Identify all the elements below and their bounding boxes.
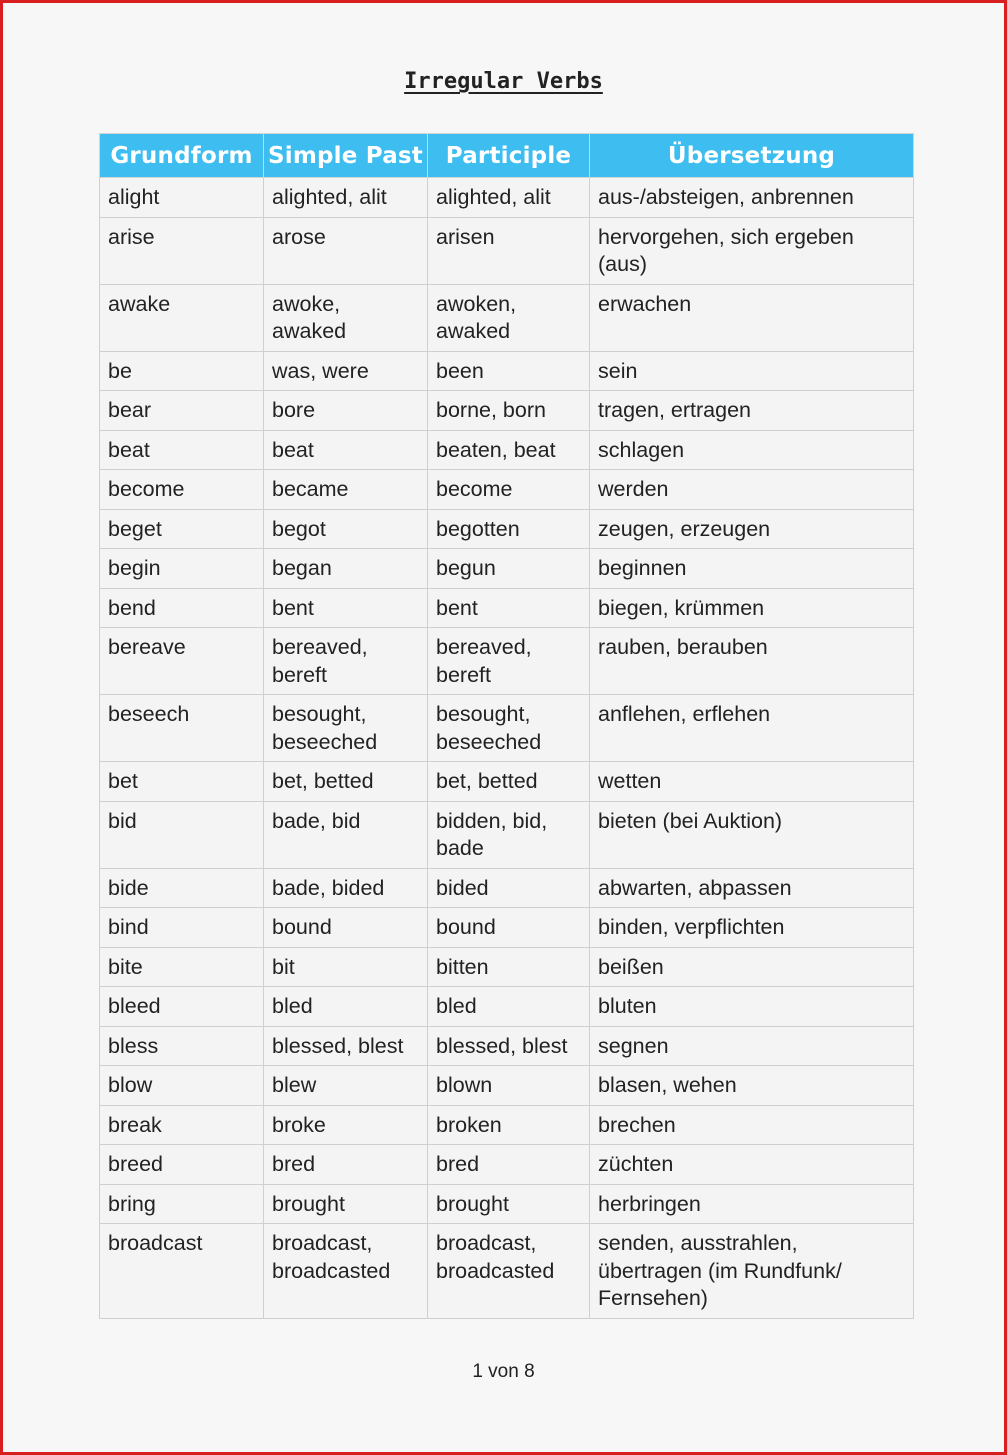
uebersetzung-cell: schlagen — [590, 430, 914, 470]
simple-past-cell: bereaved, bereft — [264, 628, 428, 695]
uebersetzung-cell: blasen, wehen — [590, 1066, 914, 1106]
simple-past-cell: besought, beseeched — [264, 695, 428, 762]
participle-cell: bent — [428, 588, 590, 628]
simple-past-cell: bound — [264, 908, 428, 948]
grundform-cell: blow — [100, 1066, 264, 1106]
table-row — [100, 430, 914, 470]
grundform-cell: beget — [100, 509, 264, 549]
simple-past-cell: bore — [264, 391, 428, 431]
participle-cell: blessed, blest — [428, 1026, 590, 1066]
grundform-cell: bide — [100, 868, 264, 908]
uebersetzung-cell: zeugen, erzeugen — [590, 509, 914, 549]
irregular-verbs-table — [99, 133, 914, 1319]
grundform-cell: bend — [100, 588, 264, 628]
grundform-cell: broadcast — [100, 1224, 264, 1319]
table-row — [100, 947, 914, 987]
table-row — [100, 1066, 914, 1106]
uebersetzung-cell: bieten (bei Auktion) — [590, 801, 914, 868]
table-row — [100, 351, 914, 391]
simple-past-cell: bred — [264, 1145, 428, 1185]
simple-past-cell: bet, betted — [264, 762, 428, 802]
table-row — [100, 762, 914, 802]
participle-cell: bitten — [428, 947, 590, 987]
uebersetzung-cell: wetten — [590, 762, 914, 802]
simple-past-cell: broadcast, broadcasted — [264, 1224, 428, 1319]
simple-past-cell: bade, bided — [264, 868, 428, 908]
simple-past-cell: blessed, blest — [264, 1026, 428, 1066]
grundform-cell: begin — [100, 549, 264, 589]
simple-past-cell: beat — [264, 430, 428, 470]
table-row — [100, 1026, 914, 1066]
participle-cell: bled — [428, 987, 590, 1027]
grundform-cell: break — [100, 1105, 264, 1145]
table-header-row — [100, 134, 914, 178]
participle-cell: been — [428, 351, 590, 391]
participle-cell: begotten — [428, 509, 590, 549]
simple-past-cell: bit — [264, 947, 428, 987]
participle-cell: borne, born — [428, 391, 590, 431]
grundform-cell: become — [100, 470, 264, 510]
table-row — [100, 628, 914, 695]
simple-past-cell: began — [264, 549, 428, 589]
grundform-cell: beat — [100, 430, 264, 470]
participle-cell: broadcast, broadcasted — [428, 1224, 590, 1319]
table-row — [100, 1184, 914, 1224]
participle-cell: blown — [428, 1066, 590, 1106]
participle-cell: bided — [428, 868, 590, 908]
participle-cell: begun — [428, 549, 590, 589]
column-header-participle: Participle — [428, 134, 590, 178]
grundform-cell: bring — [100, 1184, 264, 1224]
uebersetzung-cell: bluten — [590, 987, 914, 1027]
participle-cell: broken — [428, 1105, 590, 1145]
grundform-cell: bereave — [100, 628, 264, 695]
uebersetzung-cell: züchten — [590, 1145, 914, 1185]
table-body — [100, 178, 914, 1319]
grundform-cell: bet — [100, 762, 264, 802]
table-row — [100, 987, 914, 1027]
grundform-cell: alight — [100, 178, 264, 218]
uebersetzung-cell: binden, verpflichten — [590, 908, 914, 948]
table-row — [100, 1105, 914, 1145]
uebersetzung-cell: senden, ausstrahlen, übertragen (im Rundfunk/ Fernsehen) — [590, 1224, 914, 1319]
table-row — [100, 801, 914, 868]
grundform-cell: beseech — [100, 695, 264, 762]
column-header-simple-past: Simple Past — [264, 134, 428, 178]
table-row — [100, 695, 914, 762]
uebersetzung-cell: abwarten, abpassen — [590, 868, 914, 908]
table-row — [100, 588, 914, 628]
simple-past-cell: broke — [264, 1105, 428, 1145]
grundform-cell: bite — [100, 947, 264, 987]
page-number: 1 von 8 — [472, 1361, 535, 1382]
simple-past-cell: was, were — [264, 351, 428, 391]
simple-past-cell: arose — [264, 217, 428, 284]
table-row — [100, 391, 914, 431]
participle-cell: beaten, beat — [428, 430, 590, 470]
table-row — [100, 470, 914, 510]
grundform-cell: bless — [100, 1026, 264, 1066]
grundform-cell: bid — [100, 801, 264, 868]
grundform-cell: breed — [100, 1145, 264, 1185]
uebersetzung-cell: aus-/absteigen, anbrennen — [590, 178, 914, 218]
uebersetzung-cell: tragen, ertragen — [590, 391, 914, 431]
participle-cell: become — [428, 470, 590, 510]
uebersetzung-cell: segnen — [590, 1026, 914, 1066]
uebersetzung-cell: anflehen, erflehen — [590, 695, 914, 762]
participle-cell: bereaved, bereft — [428, 628, 590, 695]
participle-cell: bound — [428, 908, 590, 948]
uebersetzung-cell: brechen — [590, 1105, 914, 1145]
column-header-uebersetzung: Übersetzung — [590, 134, 914, 178]
participle-cell: alighted, alit — [428, 178, 590, 218]
column-header-grundform: Grundform — [100, 134, 264, 178]
simple-past-cell: bent — [264, 588, 428, 628]
uebersetzung-cell: erwachen — [590, 284, 914, 351]
participle-cell: bidden, bid, bade — [428, 801, 590, 868]
simple-past-cell: bled — [264, 987, 428, 1027]
grundform-cell: bind — [100, 908, 264, 948]
simple-past-cell: blew — [264, 1066, 428, 1106]
simple-past-cell: begot — [264, 509, 428, 549]
simple-past-cell: brought — [264, 1184, 428, 1224]
participle-cell: bet, betted — [428, 762, 590, 802]
uebersetzung-cell: biegen, krümmen — [590, 588, 914, 628]
table-row — [100, 1224, 914, 1319]
grundform-cell: arise — [100, 217, 264, 284]
grundform-cell: awake — [100, 284, 264, 351]
grundform-cell: be — [100, 351, 264, 391]
uebersetzung-cell: hervorgehen, sich ergeben (aus) — [590, 217, 914, 284]
table-row — [100, 509, 914, 549]
uebersetzung-cell: rauben, berauben — [590, 628, 914, 695]
simple-past-cell: awoke, awaked — [264, 284, 428, 351]
table-row — [100, 868, 914, 908]
uebersetzung-cell: beginnen — [590, 549, 914, 589]
participle-cell: besought, beseeched — [428, 695, 590, 762]
table-row — [100, 549, 914, 589]
page-title: Irregular Verbs — [404, 69, 603, 94]
uebersetzung-cell: herbringen — [590, 1184, 914, 1224]
table-row — [100, 1145, 914, 1185]
participle-cell: arisen — [428, 217, 590, 284]
participle-cell: brought — [428, 1184, 590, 1224]
grundform-cell: bear — [100, 391, 264, 431]
table-row — [100, 908, 914, 948]
simple-past-cell: alighted, alit — [264, 178, 428, 218]
uebersetzung-cell: sein — [590, 351, 914, 391]
participle-cell: bred — [428, 1145, 590, 1185]
grundform-cell: bleed — [100, 987, 264, 1027]
uebersetzung-cell: werden — [590, 470, 914, 510]
simple-past-cell: became — [264, 470, 428, 510]
table-row — [100, 217, 914, 284]
table-row — [100, 178, 914, 218]
uebersetzung-cell: beißen — [590, 947, 914, 987]
participle-cell: awoken, awaked — [428, 284, 590, 351]
table-row — [100, 284, 914, 351]
simple-past-cell: bade, bid — [264, 801, 428, 868]
